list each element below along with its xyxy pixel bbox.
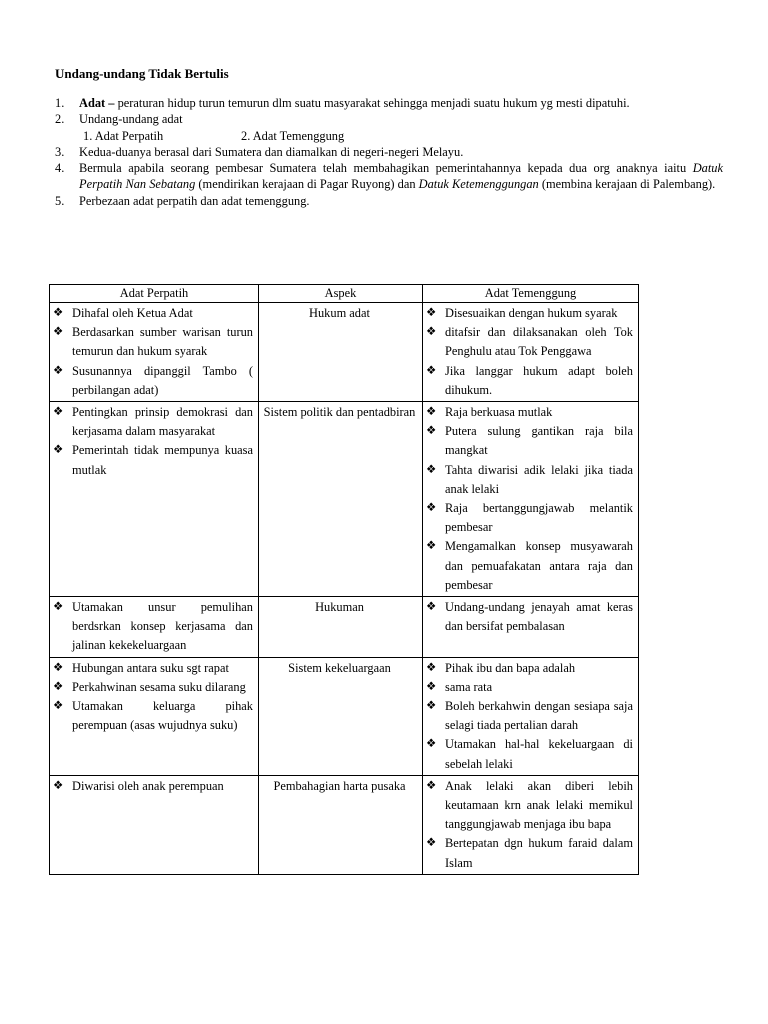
- diamond-bullet-icon: ❖: [426, 680, 437, 693]
- point-text: Diwarisi oleh anak perempuan: [72, 778, 224, 793]
- intro-item-1: [55, 95, 723, 111]
- point-text: Utamakan hal-hal kekeluargaan di sebelah lelaki: [445, 737, 633, 771]
- table-row: [50, 597, 639, 658]
- header-adat-perpatih: Adat Perpatih: [50, 285, 259, 303]
- table-row: [50, 657, 639, 775]
- item-number: 1.: [55, 96, 65, 110]
- diamond-bullet-icon: ❖: [426, 406, 437, 419]
- diamond-bullet-icon: ❖: [426, 463, 437, 476]
- table-point: [53, 304, 253, 323]
- header-aspek: Aspek: [259, 285, 423, 303]
- diamond-bullet-icon: ❖: [426, 540, 437, 553]
- adat-term: Adat –: [79, 96, 115, 110]
- temenggung-cell: [423, 303, 639, 402]
- temenggung-points: [426, 403, 633, 595]
- diamond-bullet-icon: ❖: [53, 307, 64, 319]
- temenggung-points: [426, 304, 633, 400]
- intro-item-4: [55, 160, 723, 193]
- table-point: [53, 777, 253, 796]
- temenggung-points: [426, 777, 633, 873]
- point-text: Boleh berkahwin dengan sesiapa saja selagi tiada pertalian darah: [445, 699, 633, 733]
- point-text: Perkahwinan sesama suku dilarang: [72, 679, 246, 694]
- table-point: [426, 403, 633, 422]
- diamond-bullet-icon: ❖: [53, 364, 64, 377]
- diamond-bullet-icon: ❖: [426, 601, 437, 614]
- item-text: (membina kerajaan di Palembang).: [538, 177, 716, 192]
- point-text: sama rata: [445, 679, 493, 694]
- item-text: Perbezaan adat perpatih dan adat temenggung.: [79, 193, 310, 208]
- aspect-cell: Pembahagian harta pusaka: [259, 775, 423, 874]
- table-point: [426, 777, 633, 835]
- diamond-bullet-icon: ❖: [53, 326, 64, 339]
- item-text: Bermula apabila seorang pembesar Sumatera telah membahagikan pemerintahannya kepada dua org anaknya iaitu: [79, 161, 693, 176]
- diamond-bullet-icon: ❖: [53, 661, 64, 674]
- table-point: [426, 362, 633, 400]
- aspect-cell: Hukum adat: [259, 303, 423, 402]
- point-text: Jika langgar hukum adapt boleh dihukum.: [445, 363, 633, 397]
- perpatih-points: [53, 777, 253, 796]
- perpatih-cell: [50, 303, 259, 402]
- header-adat-temenggung: Adat Temenggung: [423, 285, 639, 303]
- perpatih-cell: [50, 597, 259, 658]
- aspect-cell: Sistem politik dan pentadbiran: [259, 402, 423, 597]
- point-text: Pemerintah tidak mempunya kuasa mutlak: [72, 443, 253, 477]
- diamond-bullet-icon: ❖: [426, 661, 437, 674]
- diamond-bullet-icon: ❖: [426, 307, 437, 319]
- intro-list: [55, 95, 723, 209]
- item-text: Undang-undang adat: [79, 112, 183, 127]
- item-text: (mendirikan kerajaan di Pagar Ruyong) dan: [195, 177, 419, 192]
- table-point: [426, 304, 633, 323]
- perpatih-points: [53, 304, 253, 400]
- temenggung-cell: [423, 402, 639, 597]
- table-point: [426, 499, 633, 537]
- table-point: [53, 697, 253, 735]
- temenggung-points: [426, 659, 633, 774]
- point-text: Raja bertanggungjawab melantik pembesar: [445, 501, 633, 535]
- adat-type-1: 1. Adat Perpatih: [83, 128, 164, 143]
- diamond-bullet-icon: ❖: [53, 700, 64, 713]
- table-point: [426, 537, 633, 595]
- intro-item-5: [55, 193, 723, 209]
- table-point: [53, 678, 253, 697]
- diamond-bullet-icon: ❖: [53, 680, 64, 693]
- point-text: Mengamalkan konsep musyawarah dan pemuafakatan antara raja dan pembesar: [445, 539, 633, 592]
- table-header-row: [50, 285, 639, 303]
- point-text: Bertepatan dgn hukum faraid dalam Islam: [445, 836, 633, 870]
- table-point: [53, 362, 253, 400]
- diamond-bullet-icon: ❖: [426, 425, 437, 438]
- diamond-bullet-icon: ❖: [53, 779, 64, 792]
- table-row: [50, 303, 639, 402]
- table-point: [53, 323, 253, 361]
- point-text: Putera sulung gantikan raja bila mangkat: [445, 424, 633, 458]
- perpatih-cell: [50, 657, 259, 775]
- item-number: 3.: [55, 144, 65, 159]
- table-row: [50, 402, 639, 597]
- table-point: [426, 422, 633, 460]
- perpatih-points: [53, 659, 253, 736]
- temenggung-cell: [423, 775, 639, 874]
- point-text: Tahta diwarisi adik lelaki jika tiada anak lelaki: [445, 462, 633, 496]
- diamond-bullet-icon: ❖: [426, 364, 437, 377]
- adat-type-2: 2. Adat Temenggung: [241, 128, 345, 143]
- point-text: Pihak ibu dan bapa adalah: [445, 660, 576, 675]
- item-number: 2.: [55, 112, 65, 127]
- table-point: [426, 461, 633, 499]
- table-point: [53, 659, 253, 678]
- datuk-perpatih-name: Datuk Perpatih Nan Sebatang: [79, 161, 723, 192]
- perpatih-cell: [50, 402, 259, 597]
- point-text: Hubungan antara suku sgt rapat: [72, 660, 229, 675]
- comparison-table: [49, 284, 639, 875]
- item-number: 5.: [55, 193, 65, 208]
- point-text: Utamakan unsur pemulihan berdsrkan konsep kerjasama dan jalinan kekekeluargaan: [72, 600, 253, 653]
- temenggung-cell: [423, 597, 639, 658]
- table-point: [53, 403, 253, 441]
- point-text: Dihafal oleh Ketua Adat: [72, 306, 193, 320]
- item-text: Kedua-duanya berasal dari Sumatera dan diamalkan di negeri-negeri Melayu.: [79, 144, 464, 159]
- table-point: [53, 598, 253, 656]
- temenggung-cell: [423, 657, 639, 775]
- table-point: [426, 678, 633, 697]
- document-title: Undang-undang Tidak Bertulis: [55, 66, 229, 81]
- point-text: Raja berkuasa mutlak: [445, 405, 553, 420]
- point-text: Undang-undang jenayah amat keras dan bersifat pembalasan: [445, 600, 633, 634]
- intro-item-2: [55, 111, 723, 144]
- point-text: Susunannya dipanggil Tambo ( perbilangan adat): [72, 363, 253, 397]
- diamond-bullet-icon: ❖: [426, 502, 437, 515]
- table-point: [53, 441, 253, 479]
- diamond-bullet-icon: ❖: [53, 601, 64, 614]
- adat-definition: peraturan hidup turun temurun dlm suatu masyarakat sehingga menjadi suatu hukum yg mesti dipatuhi.: [114, 96, 630, 110]
- point-text: Pentingkan prinsip demokrasi dan kerjasama dalam masyarakat: [72, 405, 253, 439]
- point-text: Anak lelaki akan diberi lebih keutamaan krn anak lelaki memikul tanggungjawab menjaga ibu bapa: [445, 778, 633, 832]
- table-point: [426, 598, 633, 636]
- perpatih-points: [53, 403, 253, 480]
- table-point: [426, 323, 633, 361]
- aspect-cell: Sistem kekeluargaan: [259, 657, 423, 775]
- point-text: ditafsir dan dilaksanakan oleh Tok Penghulu atau Tok Penggawa: [445, 325, 633, 359]
- point-text: Disesuaikan dengan hukum syarak: [445, 306, 618, 320]
- diamond-bullet-icon: ❖: [426, 837, 437, 850]
- diamond-bullet-icon: ❖: [53, 406, 64, 419]
- diamond-bullet-icon: ❖: [426, 326, 437, 339]
- table-point: [426, 697, 633, 735]
- table-row: [50, 775, 639, 874]
- point-text: Berdasarkan sumber warisan turun temurun dan hukum syarak: [72, 325, 253, 359]
- aspect-cell: Hukuman: [259, 597, 423, 658]
- intro-item-3: [55, 144, 723, 160]
- item-number: 4.: [55, 161, 65, 176]
- adat-types: [79, 128, 723, 144]
- point-text: Utamakan keluarga pihak perempuan (asas wujudnya suku): [72, 699, 253, 733]
- temenggung-points: [426, 598, 633, 636]
- diamond-bullet-icon: ❖: [426, 738, 437, 751]
- diamond-bullet-icon: ❖: [426, 700, 437, 713]
- diamond-bullet-icon: ❖: [426, 779, 437, 792]
- table-point: [426, 834, 633, 872]
- diamond-bullet-icon: ❖: [53, 444, 64, 457]
- table-point: [426, 659, 633, 678]
- perpatih-points: [53, 598, 253, 656]
- table-body: [50, 303, 639, 875]
- perpatih-cell: [50, 775, 259, 874]
- table-point: [426, 735, 633, 773]
- datuk-ketemenggungan-name: Datuk Ketemenggungan: [418, 177, 539, 192]
